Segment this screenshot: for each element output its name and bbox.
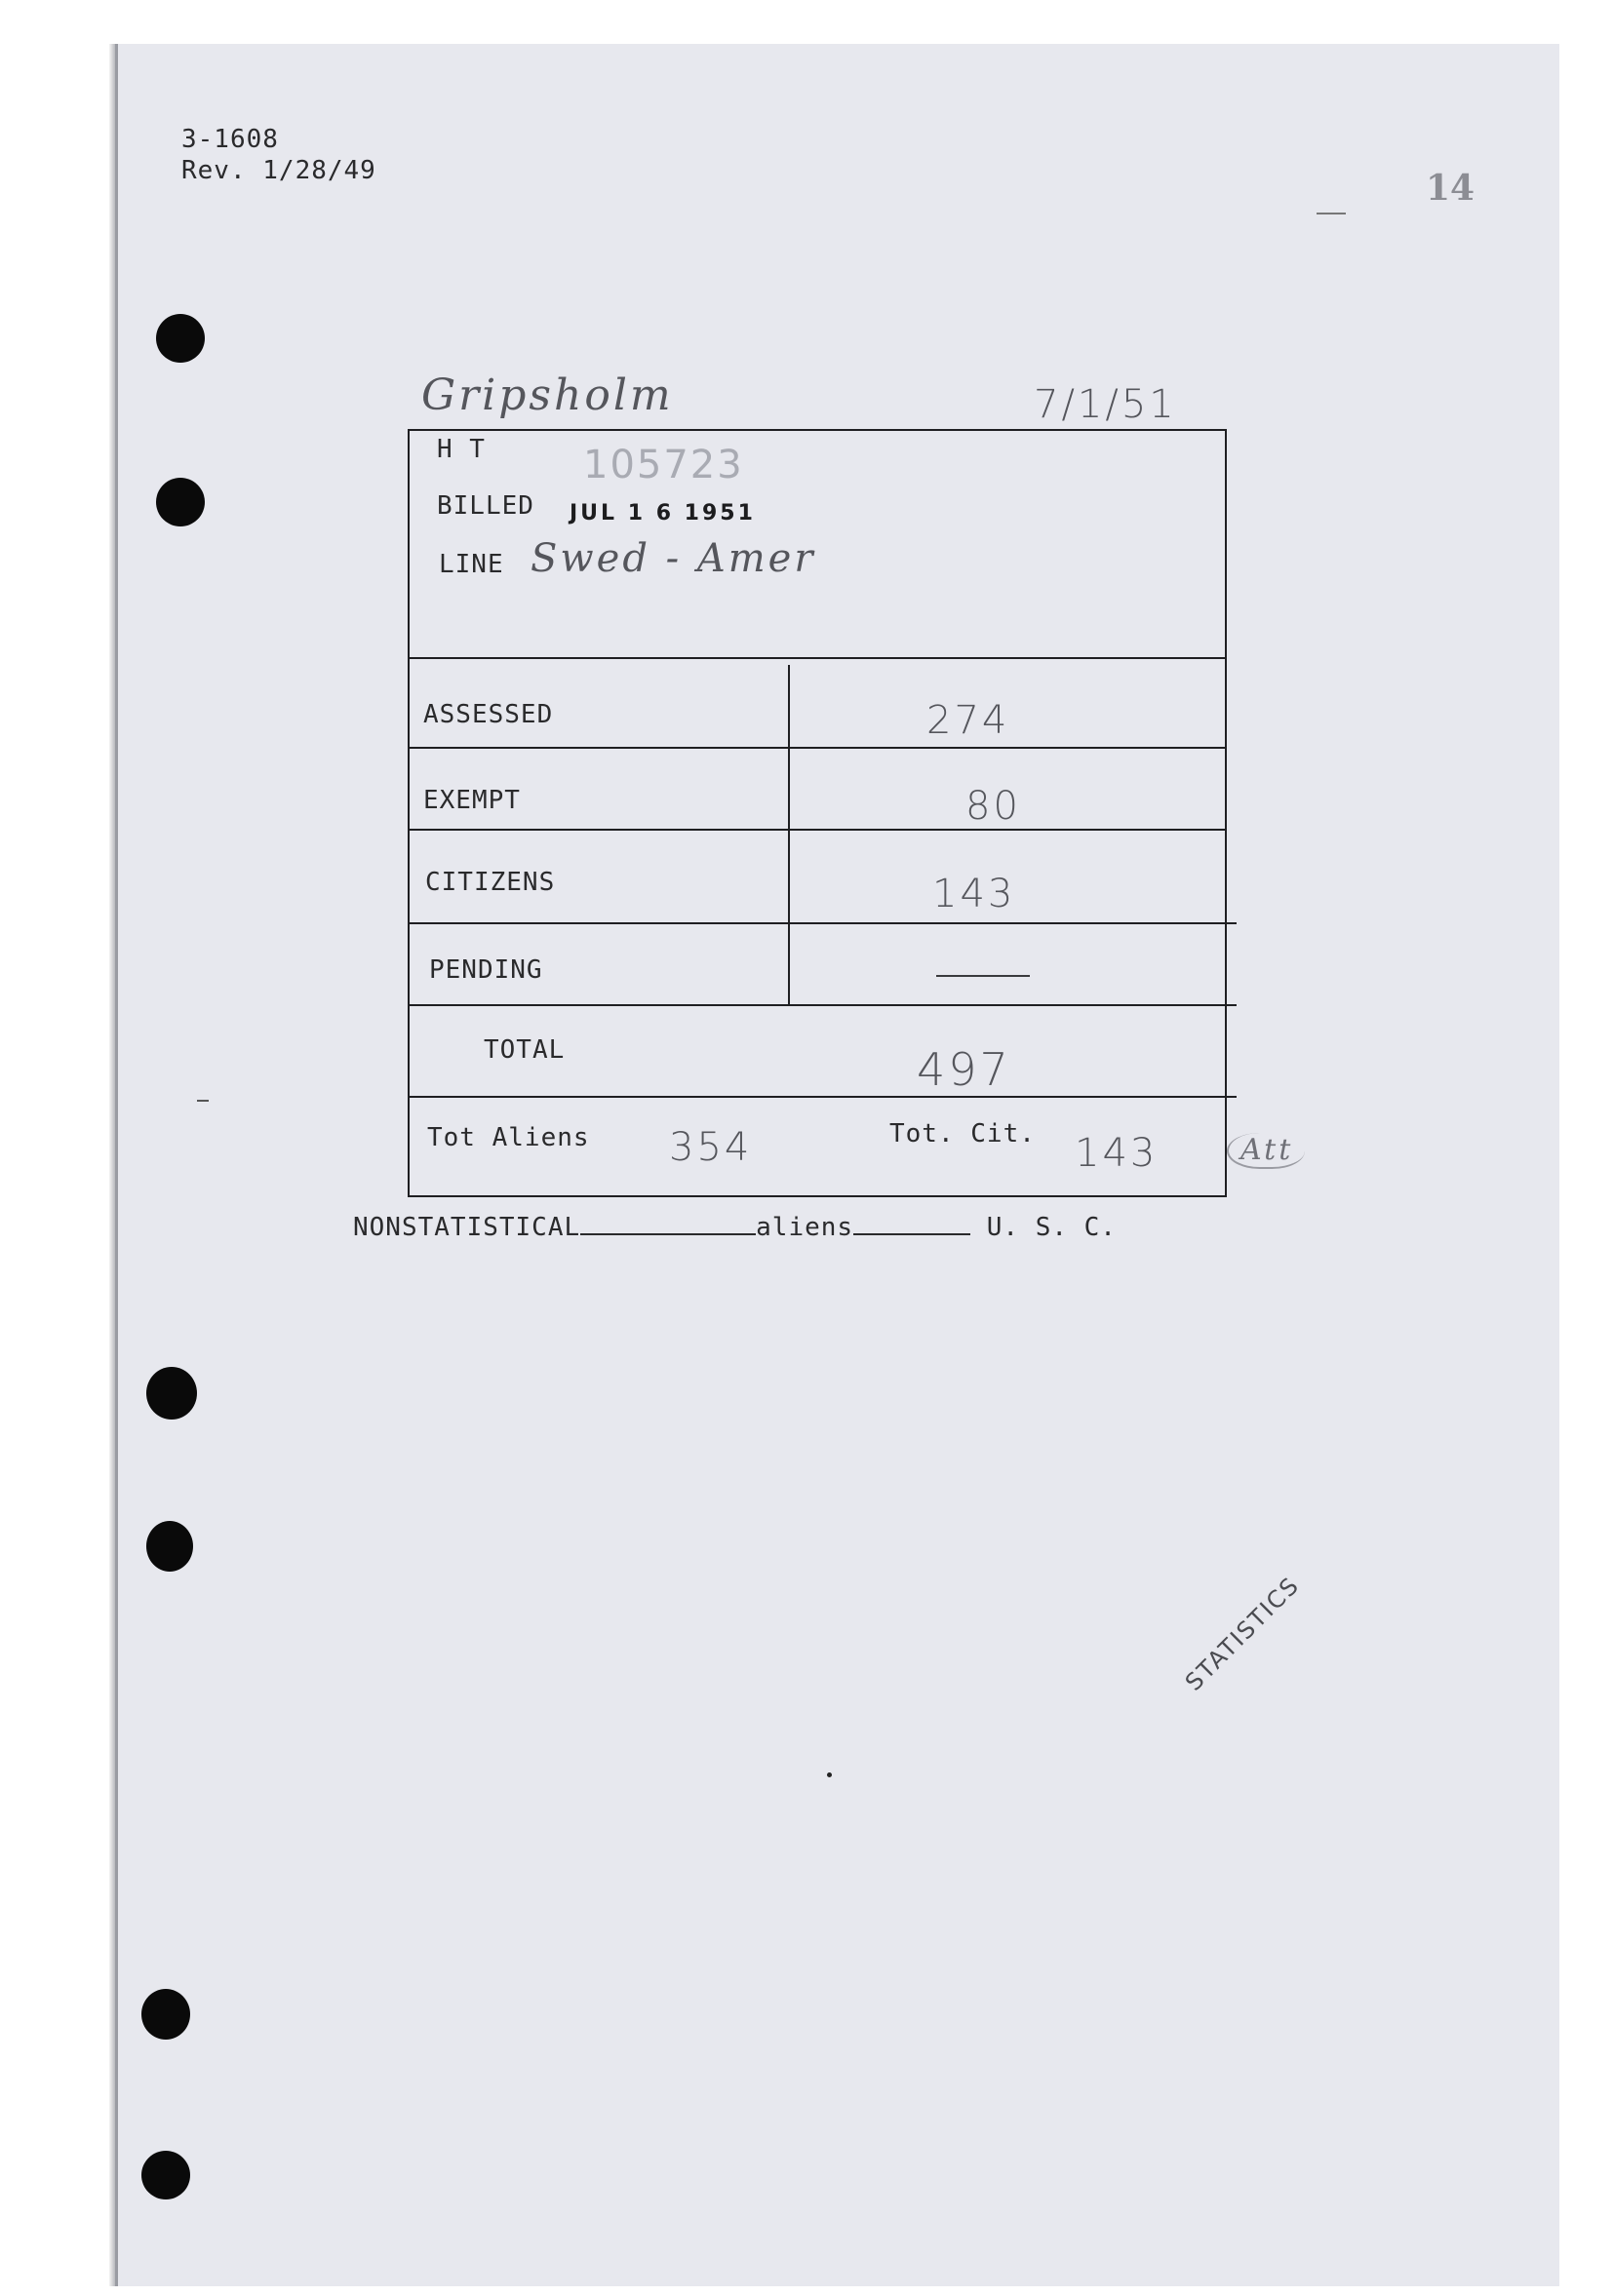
- box-bottom: [408, 1195, 1227, 1197]
- row-divider-4: [408, 1004, 1237, 1006]
- speck-2: [197, 1100, 209, 1102]
- ship-name: Gripsholm: [421, 370, 674, 420]
- punch-hole-6: [141, 2151, 190, 2199]
- form-number: 3-1608: [181, 125, 279, 154]
- form-page: [115, 44, 1559, 2286]
- row-label-exempt: EXEMPT: [423, 786, 521, 815]
- date-handwritten: 7/1/51: [1034, 382, 1177, 427]
- form-revision: Rev. 1/28/49: [181, 156, 376, 185]
- column-divider: [788, 665, 790, 1004]
- tot-aliens-value: 354: [669, 1125, 753, 1170]
- row-divider-1: [408, 747, 1227, 749]
- nonstat-usc-blank: [853, 1214, 970, 1235]
- line-value-handwritten: Swed - Amer: [531, 536, 816, 581]
- row-value-exempt: 80: [965, 784, 1021, 829]
- line-label: LINE: [439, 550, 504, 579]
- tot-cit-label: Tot. Cit.: [889, 1119, 1036, 1148]
- ht-label: H T: [437, 435, 486, 464]
- row-value-pending-dash: [936, 975, 1030, 977]
- initials-handwritten: Att: [1227, 1133, 1305, 1169]
- statistics-stamp: STATISTICS: [1180, 1571, 1306, 1696]
- billed-date-stamp: JUL 1 6 1951: [570, 501, 756, 525]
- row-divider-3: [408, 922, 1237, 924]
- header-divider: [408, 657, 1227, 659]
- row-label-pending: PENDING: [429, 955, 543, 985]
- box-right: [1225, 429, 1227, 1197]
- nonstatistical-line: [353, 1213, 1117, 1242]
- row-value-assessed: 274: [926, 698, 1010, 743]
- page-number: 14: [1426, 168, 1475, 209]
- punch-hole-4: [146, 1521, 193, 1572]
- box-top: [408, 429, 1227, 431]
- tot-cit-value: 143: [1075, 1131, 1159, 1176]
- ht-number-stamp: 105723: [583, 443, 744, 487]
- tot-aliens-label: Tot Aliens: [427, 1123, 590, 1152]
- punch-hole-5: [141, 1989, 190, 2040]
- billed-label: BILLED: [437, 491, 534, 521]
- row-label-assessed: ASSESSED: [423, 700, 554, 729]
- nonstat-aliens-label: aliens: [756, 1213, 854, 1242]
- page-number-dash: [1317, 213, 1346, 214]
- total-divider: [408, 1096, 1237, 1098]
- row-divider-2: [408, 829, 1227, 831]
- punch-hole-3: [146, 1367, 197, 1420]
- nonstat-usc-label: U. S. C.: [986, 1213, 1117, 1242]
- row-label-citizens: CITIZENS: [425, 868, 556, 897]
- speck-1: [827, 1772, 832, 1777]
- row-value-citizens: 143: [932, 872, 1016, 916]
- box-left: [408, 429, 410, 1197]
- total-value: 497: [917, 1043, 1011, 1096]
- punch-hole-1: [156, 314, 205, 363]
- nonstatistical-label: NONSTATISTICAL: [353, 1213, 581, 1242]
- nonstat-aliens-blank: [580, 1214, 756, 1235]
- punch-hole-2: [156, 478, 205, 526]
- total-label: TOTAL: [484, 1035, 566, 1065]
